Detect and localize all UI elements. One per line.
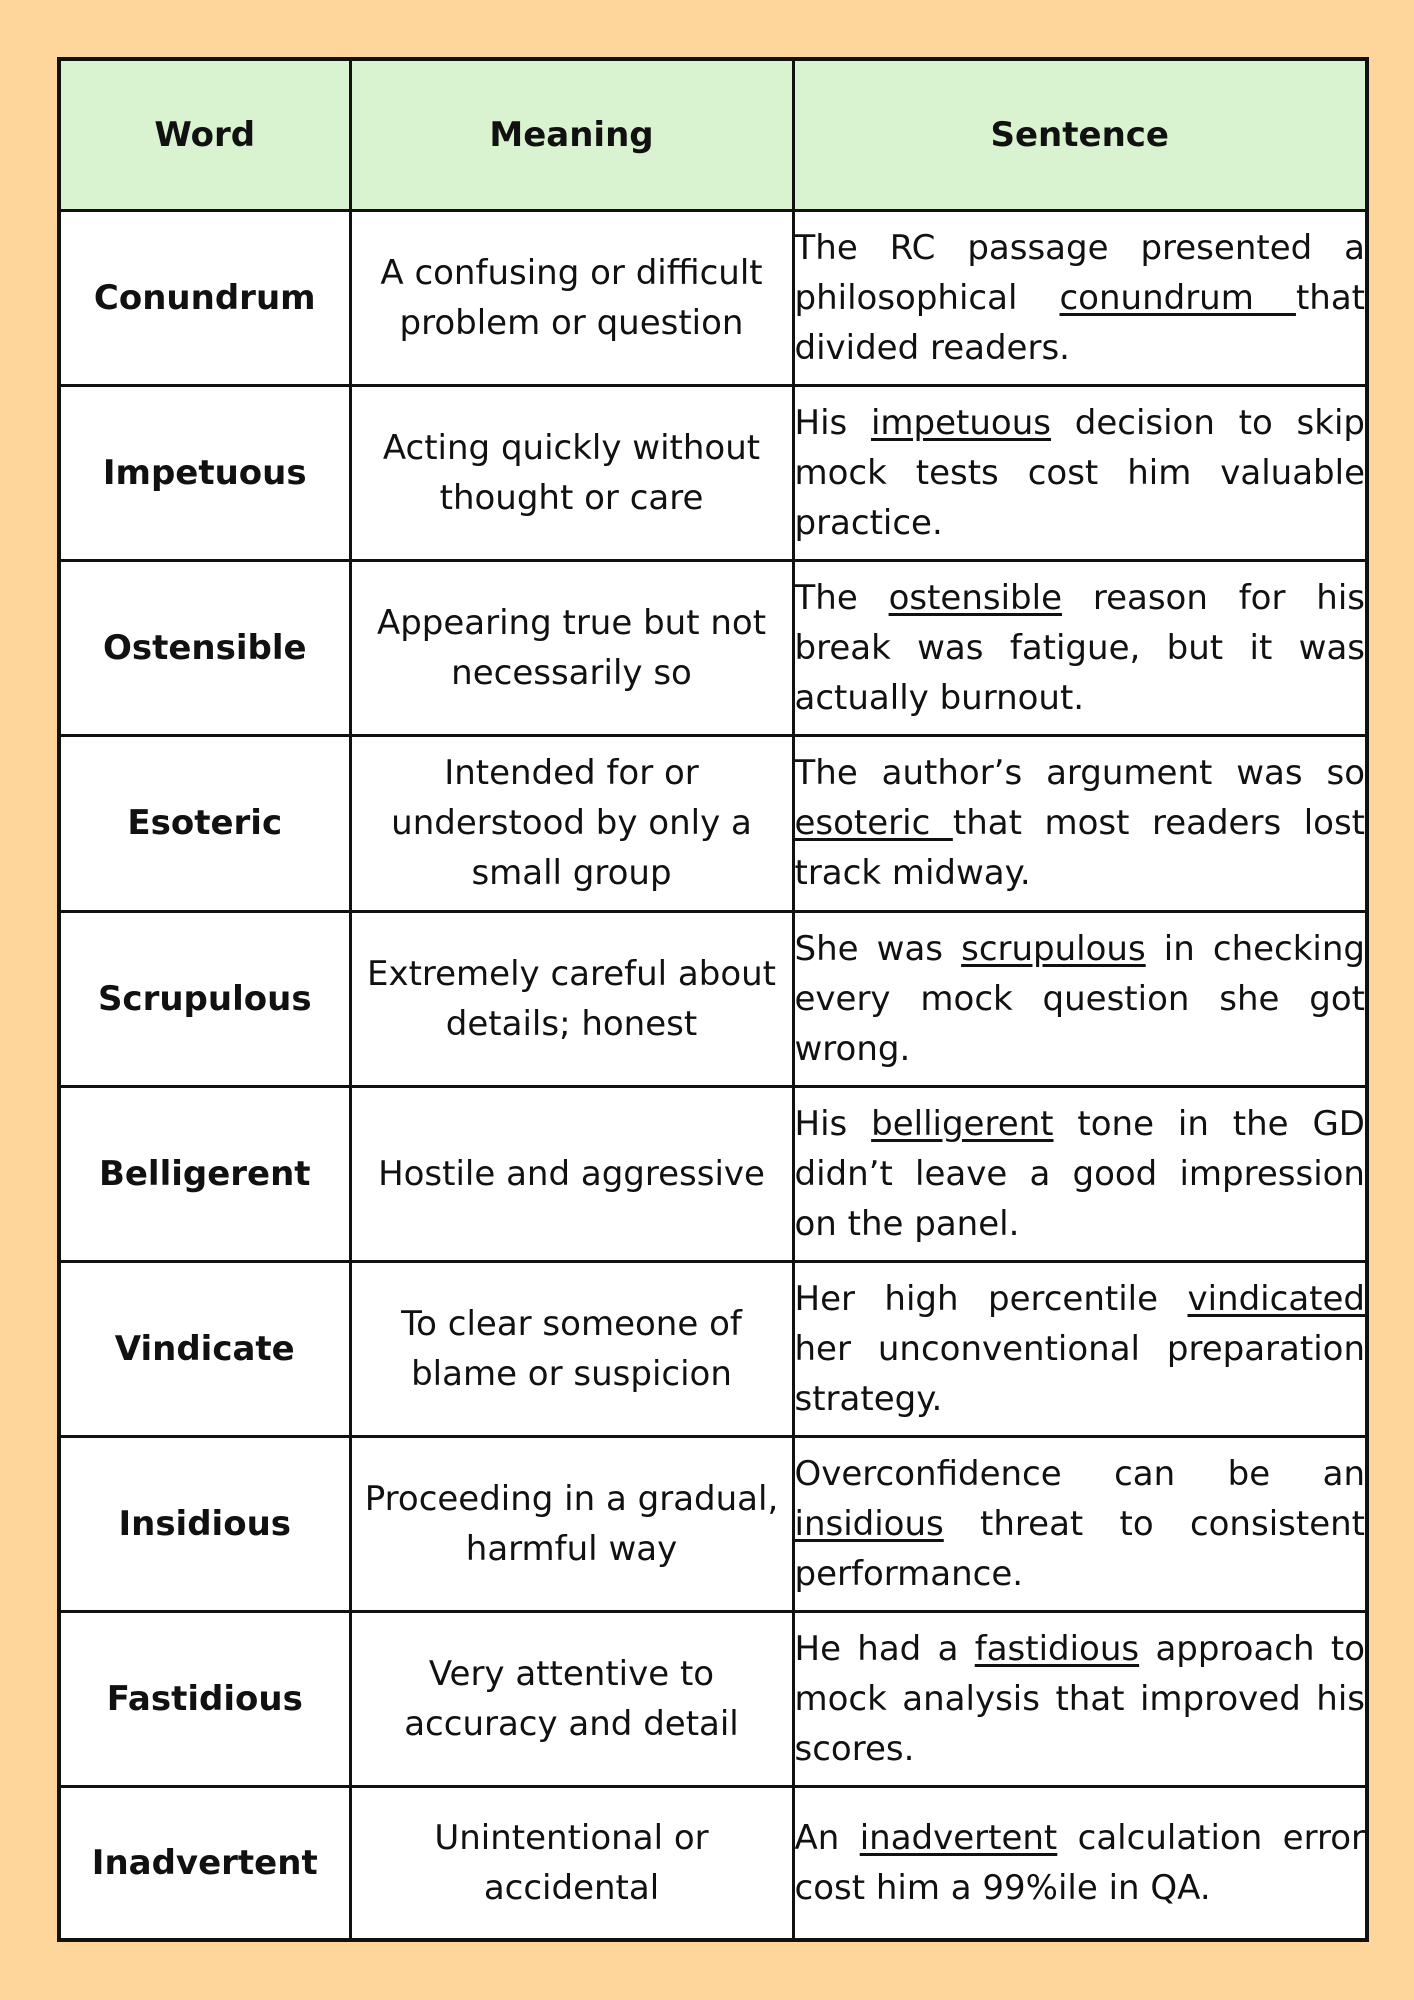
meaning-cell: Appearing true but not necessarily so [350,561,793,736]
sentence-text: His [794,1103,872,1144]
highlighted-word: inadvertent [859,1818,1058,1859]
meaning-cell: Hostile and aggressive [350,1086,793,1261]
sentence-cell [793,1612,1367,1787]
word-cell: Fastidious [59,1612,350,1787]
word-cell: Inadvertent [59,1787,350,1940]
sentence-cell [793,386,1367,561]
sentence-text: that divided readers. [794,278,1365,369]
table-row [59,1787,1367,1940]
sentence-text: tone in the GD didn’t leave a good impression on the panel. [794,1103,1365,1244]
table-row [59,561,1367,736]
word-cell: Scrupulous [59,911,350,1086]
highlighted-word: fastidious [974,1629,1140,1670]
sentence-cell [793,211,1367,386]
word-cell: Vindicate [59,1261,350,1436]
word-cell: Esoteric [59,736,350,911]
table-row [59,1612,1367,1787]
table-row [59,386,1367,561]
sentence-cell [793,1787,1367,1940]
column-header-meaning: Meaning [350,59,793,211]
sentence-cell [793,736,1367,911]
meaning-cell: To clear someone of blame or suspicion [350,1261,793,1436]
meaning-cell: Unintentional or accidental [350,1787,793,1940]
sentence-text: She was [794,928,962,969]
meaning-cell: Extremely careful about details; honest [350,911,793,1086]
sentence-cell [793,1086,1367,1261]
highlighted-word: scrupulous [961,928,1146,969]
highlighted-word: esoteric [794,803,953,844]
sentence-text: approach to mock analysis that improved his scores. [794,1629,1365,1770]
sentence-text: calculation error cost him a 99%ile in QA. [794,1818,1365,1909]
sentence-text: The RC passage presented a philosophical [794,228,1365,319]
sentence-text: The [794,578,889,619]
word-cell: Belligerent [59,1086,350,1261]
sentence-text: decision to skip mock tests cost him valuable practice. [794,403,1365,544]
sentence-text: Overconfidence can be an [794,1454,1365,1495]
table-row [59,1436,1367,1611]
sentence-text: reason for his break was fatigue, but it was actually burnout. [794,578,1366,719]
highlighted-word: ostensible [888,578,1062,619]
sentence-cell [793,1261,1367,1436]
sentence-text: threat to consistent performance. [794,1504,1365,1595]
highlighted-word: insidious [794,1504,944,1545]
sentence-cell [793,911,1367,1086]
sentence-text: that most readers lost track midway. [794,803,1366,894]
sentence-text: in checking every mock question she got wrong. [794,928,1365,1069]
meaning-cell: Proceeding in a gradual, harmful way [350,1436,793,1611]
word-cell: Insidious [59,1436,350,1611]
table-row [59,211,1367,386]
highlighted-word: vindicated [1187,1278,1365,1319]
sentence-cell [793,1436,1367,1611]
word-cell: Conundrum [59,211,350,386]
sentence-text: The author’s argument was so [794,753,1365,794]
table-row [59,1261,1367,1436]
column-header-sentence: Sentence [793,59,1367,211]
sentence-cell [793,561,1367,736]
word-cell: Impetuous [59,386,350,561]
table-row [59,736,1367,911]
table-row [59,1086,1367,1261]
sentence-text: An [794,1818,860,1859]
meaning-cell: A confusing or difficult problem or question [350,211,793,386]
vocabulary-table [57,57,1369,1942]
meaning-cell: Acting quickly without thought or care [350,386,793,561]
sentence-text: He had a [794,1629,975,1670]
highlighted-word: impetuous [870,403,1051,444]
meaning-cell: Very attentive to accuracy and detail [350,1612,793,1787]
header-row [59,59,1367,211]
column-header-word: Word [59,59,350,211]
sentence-text: Her high percentile [794,1278,1188,1319]
highlighted-word: belligerent [871,1103,1054,1144]
sentence-text: her unconventional preparation strategy. [794,1328,1365,1419]
word-cell: Ostensible [59,561,350,736]
meaning-cell: Intended for or understood by only a small group [350,736,793,911]
table-row [59,911,1367,1086]
highlighted-word: conundrum [1059,278,1296,319]
sentence-text: His [794,403,871,444]
